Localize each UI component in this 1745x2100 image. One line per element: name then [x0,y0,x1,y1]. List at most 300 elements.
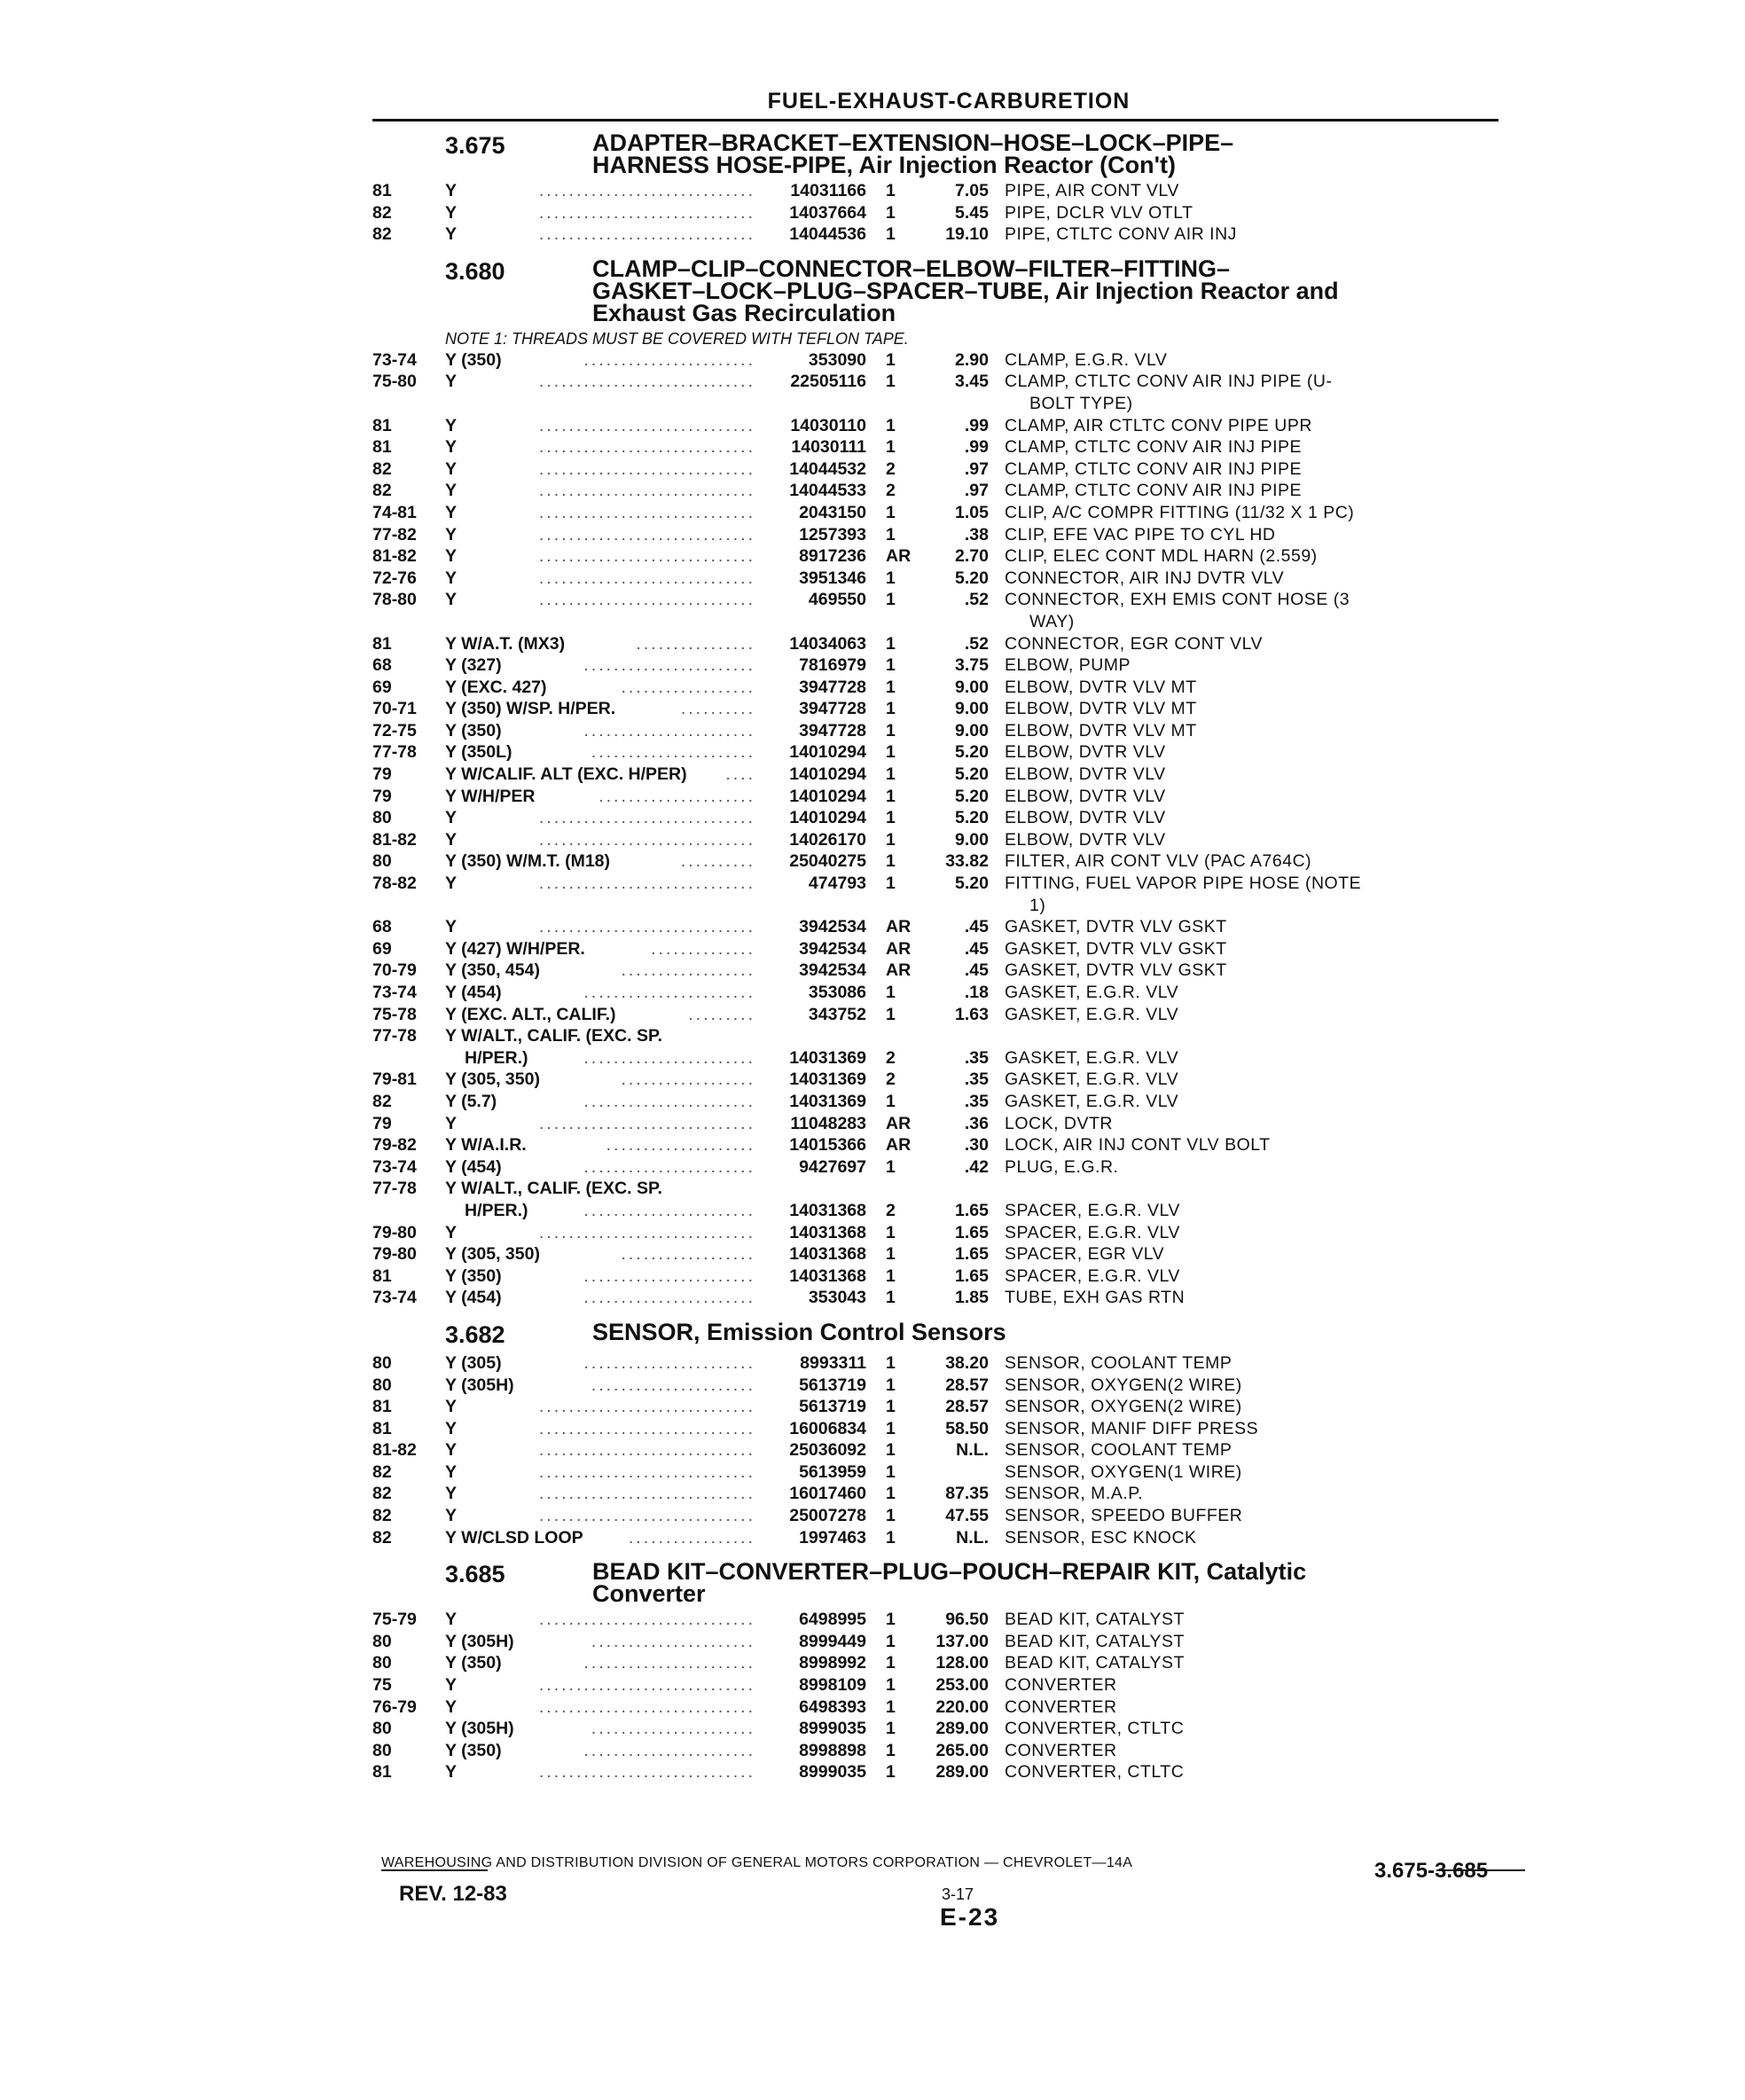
section-title-line: SENSOR, Emission Control Sensors [592,1318,1006,1345]
part-name: CLIP, A/C COMPR FITTING (11/32 X 1 PC) [1005,502,1355,522]
part-name: GASKET, E.G.R. VLV [1005,1070,1179,1090]
section-header [372,1318,1499,1349]
table-row [372,1439,1499,1461]
application-text: Y (454) [445,1156,502,1177]
application-cell [445,502,755,524]
model-year: 77-78 [372,1179,417,1199]
part-number: 8998109 [799,1675,866,1696]
price: 5.20 [955,808,989,828]
quantity: 1 [886,1222,896,1242]
model-year: 79-82 [372,1135,417,1156]
application-text: Y (350L) [445,742,513,763]
quantity: 1 [886,590,896,610]
model-year: 78-80 [372,590,417,610]
part-name: TUBE, EXH GAS RTN [1005,1288,1186,1308]
part-number: 14044533 [789,481,866,501]
part-number: 14044536 [789,224,866,245]
application-cell [445,1761,755,1783]
leader-dots: ............................. [538,1696,755,1717]
application-text: H/PER.) [465,1047,528,1068]
application-text: Y [445,568,458,588]
section-title [592,1558,1426,1608]
table-row [372,1652,1499,1674]
model-year: 75 [372,1675,392,1696]
application-text: H/PER.) [465,1200,528,1220]
section-header [372,255,1499,326]
part-name: 1) [1029,895,1046,915]
leader-dots: ............................. [538,1397,755,1417]
price: .45 [964,960,989,981]
part-number: 25040275 [789,851,866,872]
part-number: 14034063 [789,633,866,654]
part-name: CONVERTER, CTLTC [1005,1719,1185,1739]
quantity: 2 [886,458,896,479]
quantity: 1 [886,1375,896,1395]
application-text: Y [445,1610,458,1630]
application-text: Y (350, 454) [445,960,540,981]
part-name: ELBOW, DVTR VLV [1005,808,1166,828]
part-number: 3947728 [799,720,866,740]
part-number: 3942534 [799,960,866,981]
table-row [372,1740,1499,1762]
price: .45 [964,938,989,959]
price: .99 [964,437,989,458]
quantity: 1 [886,349,896,370]
application-text: Y [445,1397,458,1417]
model-year: 76-79 [372,1696,417,1717]
table-row [372,393,1499,415]
part-number: 22505116 [790,372,866,392]
part-name: CLAMP, CTLTC CONV AIR INJ PIPE [1005,437,1303,458]
quantity: 1 [886,874,896,894]
model-year: 82 [372,1484,392,1504]
table-row [372,1243,1499,1265]
application-cell [445,589,755,611]
application-cell [445,1156,755,1179]
quantity: 1 [886,983,896,1002]
price: 1.65 [955,1222,989,1242]
leader-dots: ............................. [538,1418,755,1438]
leader-dots: ............................. [538,1610,755,1630]
quantity: 1 [886,1397,896,1417]
application-cell [445,1740,755,1762]
application-text: Y W/CLSD LOOP [445,1527,583,1548]
table-row [372,1265,1499,1288]
price: 28.57 [945,1375,989,1395]
leader-dots: ....................... [583,1047,755,1068]
table-row [372,1091,1499,1113]
model-year: 73-74 [372,349,417,370]
table-row [372,223,1499,246]
quantity: 1 [886,1696,896,1717]
application-text: Y [445,1461,458,1482]
part-name: SENSOR, COOLANT TEMP [1005,1352,1232,1373]
leader-dots: ....................... [583,1653,755,1673]
application-text: Y (EXC. 427) [445,677,547,697]
application-text: Y (350) [445,720,502,740]
model-year: 80 [372,1740,392,1760]
leader-dots: ....................... [583,1156,755,1177]
application-text: Y [445,202,458,223]
model-year: 80 [372,1375,392,1395]
application-cell [445,1134,755,1156]
quantity: 1 [886,415,896,435]
part-name: WAY) [1029,611,1075,631]
application-text: Y (305H) [445,1719,514,1739]
table-row [372,1461,1499,1484]
part-name: ELBOW, DVTR VLV MT [1005,677,1197,697]
application-text: Y [445,917,458,937]
quantity: 1 [886,224,896,245]
table-row [372,1156,1499,1179]
application-cell [445,677,755,699]
part-number: 14031368 [789,1265,866,1286]
model-year: 80 [372,808,392,828]
part-name: FILTER, AIR CONT VLV (PAC A764C) [1005,851,1312,872]
part-name: CONVERTER [1005,1740,1117,1760]
table-row [372,764,1499,786]
model-year: 80 [372,851,392,872]
leader-dots: .................. [621,960,755,981]
model-year: 75-78 [372,1004,417,1024]
part-name: SENSOR, OXYGEN(2 WIRE) [1005,1375,1242,1395]
quantity: 1 [886,1527,896,1548]
part-number: 14044532 [789,458,866,479]
quantity: 1 [886,1675,896,1696]
application-text: Y [445,481,458,501]
part-name: ELBOW, DVTR VLV [1005,742,1166,763]
part-name: GASKET, DVTR VLV GSKT [1005,917,1227,937]
part-number: 343752 [808,1004,866,1024]
part-name: SPACER, EGR VLV [1005,1244,1165,1265]
quantity: 1 [886,1631,896,1651]
section-note: NOTE 1: THREADS MUST BE COVERED WITH TEFLON TAPE. [445,329,909,348]
table-row [372,807,1499,829]
model-year: 79-81 [372,1070,417,1090]
part-number: 8993311 [800,1352,866,1373]
part-number: 14030110 [790,415,866,435]
part-name: ELBOW, DVTR VLV [1005,786,1166,806]
application-text: Y (305H) [445,1631,514,1651]
part-name: ELBOW, DVTR VLV MT [1005,699,1197,719]
application-cell [445,1047,755,1070]
part-name: GASKET, E.G.R. VLV [1005,983,1179,1002]
part-number: 353090 [808,349,866,370]
application-text: Y [445,1440,458,1461]
footer-section-range: 3.675-3.685 [1374,1859,1489,1883]
model-year: 80 [372,1631,392,1651]
application-text: Y (305, 350) [445,1070,540,1090]
model-year: 70-71 [372,699,417,719]
application-cell [445,1025,755,1047]
price: 5.20 [955,568,989,588]
model-year: 79 [372,764,392,785]
application-text: Y [445,224,458,245]
part-number: 14031166 [790,181,866,200]
part-number: 14037664 [789,202,866,223]
application-cell [445,1439,755,1461]
part-number: 8917236 [799,546,866,567]
application-cell [445,741,755,764]
price: N.L. [956,1527,989,1548]
part-number: 14010294 [789,742,866,763]
price: 96.50 [945,1610,989,1630]
model-year: 74-81 [372,502,417,522]
price: 9.00 [955,699,989,719]
model-year: 82 [372,458,392,479]
part-name: ELBOW, DVTR VLV MT [1005,720,1197,740]
model-year: 73-74 [372,1288,417,1308]
part-name: SENSOR, COOLANT TEMP [1005,1440,1232,1461]
part-number: 8999449 [799,1631,866,1651]
quantity: 1 [886,1418,896,1438]
application-text: Y (305, 350) [445,1244,540,1265]
part-name: CLAMP, CTLTC CONV AIR INJ PIPE [1005,481,1303,501]
model-year: 82 [372,1461,392,1482]
table-row [372,480,1499,502]
quantity: 1 [886,1461,896,1482]
leader-dots: ............................. [538,1762,755,1783]
part-name: LOCK, AIR INJ CONT VLV BOLT [1005,1135,1271,1156]
catalog-page [372,89,1499,1783]
price: N.L. [956,1440,989,1461]
table-row [372,786,1499,808]
application-cell [445,1718,755,1740]
part-name: SENSOR, M.A.P. [1005,1484,1144,1504]
application-text: Y [445,437,458,458]
table-row [372,502,1499,524]
model-year: 82 [372,202,392,223]
section-number: 3.680 [445,257,505,285]
application-cell [445,1069,755,1091]
model-year: 73-74 [372,1156,417,1177]
application-cell [445,850,755,873]
leader-dots: ...................... [591,1375,755,1395]
model-year: 82 [372,1506,392,1526]
price: 9.00 [955,677,989,697]
leader-dots: ............................. [538,808,755,828]
price: .52 [964,633,989,654]
quantity: 1 [886,372,896,392]
price: .35 [964,1091,989,1111]
application-cell [445,1178,755,1200]
part-number: 3947728 [799,677,866,697]
part-name: SENSOR, ESC KNOCK [1005,1527,1197,1548]
application-cell [445,458,755,481]
part-name: ELBOW, PUMP [1005,655,1131,676]
application-cell [445,938,755,960]
application-text: Y [445,1506,458,1526]
leader-dots: .... [725,764,755,785]
table-row [372,982,1499,1004]
table-row [372,1631,1499,1653]
part-number: 8998898 [799,1740,866,1760]
leader-dots: ......... [688,1004,755,1024]
model-year: 79 [372,786,392,806]
part-name: SPACER, E.G.R. VLV [1005,1222,1180,1242]
revision-label: REV. 12-83 [399,1882,507,1906]
table-row [372,960,1499,982]
part-number: 474793 [808,874,866,894]
leader-dots: ............................. [538,481,755,501]
leader-dots: ................ [636,633,755,654]
model-year: 77-78 [372,1026,417,1046]
page-title: FUEL-EXHAUST-CARBURETION [767,89,1131,114]
quantity: 2 [886,1200,896,1220]
application-text: Y (350) [445,1740,502,1760]
catalog-section [372,1558,1499,1783]
leader-dots: .......... [680,699,755,719]
part-number: 353043 [808,1288,866,1308]
application-cell [445,1674,755,1696]
application-text: Y (EXC. ALT., CALIF.) [445,1004,616,1024]
part-name: CLIP, EFE VAC PIPE TO CYL HD [1005,524,1276,545]
application-cell [445,654,755,677]
table-row [372,1696,1499,1719]
quantity: 1 [886,568,896,588]
page-number: 3-17 [942,1885,974,1903]
application-cell [445,1418,755,1440]
application-text: Y [445,546,458,567]
price: 28.57 [945,1397,989,1417]
table-row [372,458,1499,481]
application-cell [445,1113,755,1135]
part-number: 8998992 [799,1653,866,1673]
leader-dots: ............................. [538,1461,755,1482]
table-row [372,741,1499,764]
leader-dots: ....................... [583,655,755,676]
quantity: 1 [886,786,896,806]
price: 289.00 [935,1762,989,1783]
quantity: 1 [886,1653,896,1673]
leader-dots: ............................. [538,1675,755,1696]
model-year: 81 [372,415,392,435]
model-year: 80 [372,1719,392,1739]
application-text: Y [445,502,458,522]
application-text: Y (350) [445,1265,502,1286]
leader-dots: ................. [628,1527,755,1548]
part-number: 16017460 [789,1484,866,1504]
application-text: Y (350) W/M.T. (M18) [445,851,611,872]
part-number: 25007278 [789,1506,866,1526]
part-name: CONVERTER, CTLTC [1005,1762,1185,1783]
table-row [372,1418,1499,1440]
part-name: GASKET, E.G.R. VLV [1005,1004,1179,1024]
application-text: Y (305H) [445,1375,514,1395]
section-header [372,129,1499,178]
leader-dots: ............................. [538,502,755,522]
application-cell [445,1243,755,1265]
application-cell [445,1609,755,1631]
application-text: Y (350) W/SP. H/PER. [445,699,616,719]
table-row [372,916,1499,938]
price: 19.10 [945,224,989,245]
price: 128.00 [935,1653,989,1673]
price: 2.70 [955,546,989,567]
part-name: BEAD KIT, CATALYST [1005,1610,1185,1630]
leader-dots: ............................. [538,1506,755,1526]
part-name: SPACER, E.G.R. VLV [1005,1200,1180,1220]
table-row [372,654,1499,677]
leader-dots: .................... [606,1135,755,1156]
application-text: Y [445,829,458,850]
quantity: 2 [886,1070,896,1090]
table-row [372,1200,1499,1222]
model-year: 73-74 [372,983,417,1002]
application-text: Y [445,1484,458,1504]
leader-dots: ............................. [538,829,755,850]
quantity: 1 [886,1091,896,1111]
application-cell [445,960,755,982]
table-row [372,829,1499,851]
leader-dots: ............................. [538,437,755,458]
table-row [372,1069,1499,1091]
quantity: 1 [886,851,896,872]
model-year: 77-78 [372,742,417,763]
model-year: 81 [372,437,392,458]
part-number: 8999035 [799,1719,866,1739]
application-cell [445,1461,755,1484]
table-row [372,873,1499,895]
model-year: 82 [372,224,392,245]
application-cell [445,480,755,502]
application-cell [445,1396,755,1418]
part-number: 5613719 [799,1375,866,1395]
leader-dots: ...................... [591,1631,755,1651]
application-text: Y [445,415,458,435]
price: .99 [964,415,989,435]
leader-dots: ....................... [583,1265,755,1286]
quantity: 1 [886,524,896,545]
model-year: 77-82 [372,524,417,545]
application-cell [445,916,755,938]
price: 1.65 [955,1244,989,1265]
part-name: BEAD KIT, CATALYST [1005,1631,1185,1651]
application-cell [445,633,755,655]
price: 2.90 [955,349,989,370]
part-name: BOLT TYPE) [1029,393,1133,413]
catalog-section [372,255,1499,1309]
application-text: Y (327) [445,655,502,676]
table-row [372,1004,1499,1026]
quantity: 1 [886,742,896,763]
section-title [592,129,1426,178]
leader-dots: .................. [621,1244,755,1265]
leader-dots: ....................... [583,349,755,370]
table-row [372,1609,1499,1631]
quantity: 1 [886,699,896,719]
price: 5.20 [955,742,989,763]
price: 220.00 [935,1696,989,1717]
leader-dots: .................. [621,677,755,697]
part-number: 9427697 [799,1156,866,1177]
table-row [372,1718,1499,1740]
part-name: PIPE, AIR CONT VLV [1005,181,1179,200]
leader-dots: ............................. [538,568,755,588]
table-row [372,371,1499,393]
sections-container [372,129,1499,1783]
price: 9.00 [955,720,989,740]
application-cell [445,180,755,202]
quantity: AR [886,546,912,567]
model-year: 81-82 [372,546,417,567]
application-text: Y [445,874,458,894]
quantity: 1 [886,1440,896,1461]
application-cell [445,545,755,568]
part-name: CONNECTOR, EXH EMIS CONT HOSE (3 [1005,590,1350,610]
price: 58.50 [945,1418,989,1438]
price: 5.20 [955,764,989,785]
